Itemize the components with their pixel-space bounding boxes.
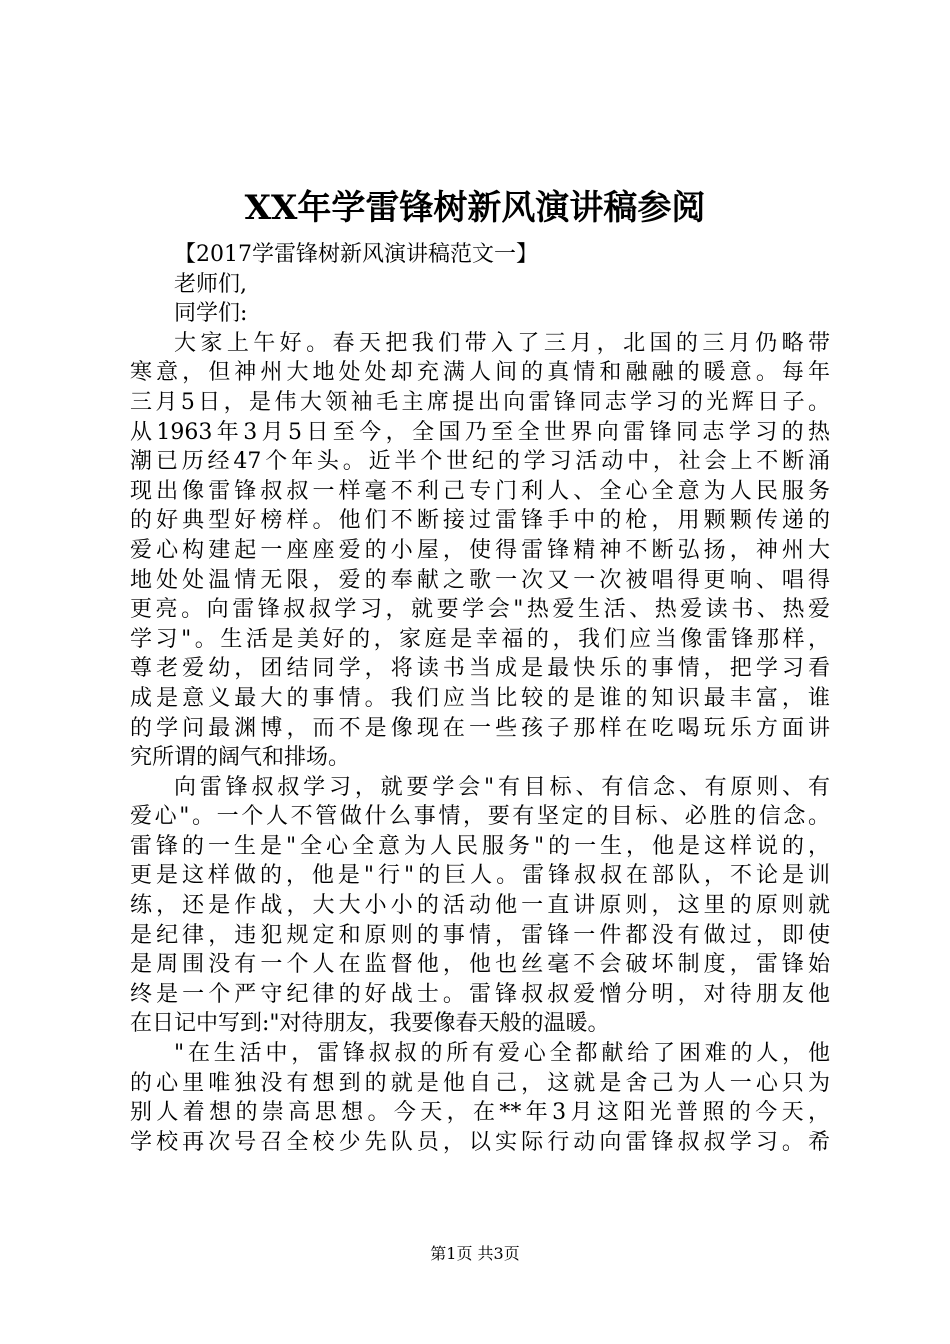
- text-line: 更亮。向雷锋叔叔学习，就要学会"热爱生活、热爱读书、热爱: [130, 597, 830, 623]
- text-line: 【2017学雷锋树新风演讲稿范文一】: [174, 242, 538, 267]
- text-line: 爱心构建起一座座爱的小屋，使得雷锋精神不断弘扬，神州大: [130, 537, 830, 563]
- text-line: 别人着想的崇高思想。今天，在**年3月这阳光普照的今天，: [130, 1100, 830, 1126]
- text-line: 的心里唯独没有想到的就是他自己，这就是舍己为人一心只为: [130, 1070, 830, 1096]
- text-line: 练，还是作战，大大小小的活动他一直讲原则，这里的原则就: [130, 893, 830, 919]
- text-line: 地处处温情无限，爱的奉献之歌一次又一次被唱得更响、唱得: [130, 567, 830, 593]
- text-line: 雷锋的一生是"全心全意为人民服务"的一生，他是这样说的，: [130, 833, 830, 859]
- text-line: 向雷锋叔叔学习，就要学会"有目标、有信念、有原则、有: [174, 774, 830, 800]
- text-line: 现出像雷锋叔叔一样毫不利己专门利人、全心全意为人民服务: [130, 478, 830, 504]
- text-line: 从1963年3月5日至今，全国乃至全世界向雷锋同志学习的热: [130, 419, 830, 445]
- text-line: 三月5日，是伟大领袖毛主席提出向雷锋同志学习的光辉日子。: [130, 389, 830, 415]
- text-line: 是周围没有一个人在监督他，他也丝毫不会破坏制度，雷锋始: [130, 952, 830, 978]
- text-line: 终是一个严守纪律的好战士。雷锋叔叔爱憎分明，对待朋友他: [130, 981, 830, 1007]
- text-line: 在日记中写到:"对待朋友，我要像春天般的温暖。: [130, 1011, 610, 1037]
- document-body: [130, 240, 830, 1157]
- text-line: 更是这样做的，他是"行"的巨人。雷锋叔叔在部队，不论是训: [130, 863, 830, 889]
- page-footer: 第1页 共3页: [430, 1244, 520, 1263]
- text-line: 究所谓的阔气和排场。: [130, 745, 351, 771]
- text-line: 成是意义最大的事情。我们应当比较的是谁的知识最丰富，谁: [130, 685, 830, 711]
- text-line: 学校再次号召全校少先队员，以实际行动向雷锋叔叔学习。希: [130, 1129, 830, 1155]
- text-line: 寒意，但神州大地处处却充满人间的真情和融融的暖意。每年: [130, 360, 830, 386]
- text-line: 学习"。生活是美好的，家庭是幸福的，我们应当像雷锋那样，: [130, 626, 830, 652]
- text-line: 潮已历经47个年头。近半个世纪的学习活动中，社会上不断涌: [130, 449, 830, 475]
- text-line: 尊老爱幼，团结同学，将读书当成是最快乐的事情，把学习看: [130, 656, 830, 682]
- text-line: 的好典型好榜样。他们不断接过雷锋手中的枪，用颗颗传递的: [130, 508, 830, 534]
- text-line: 是纪律，违犯规定和原则的事情，雷锋一件都没有做过，即使: [130, 922, 830, 948]
- text-line: 爱心"。一个人不管做什么事情，要有坚定的目标、必胜的信念。: [130, 804, 830, 830]
- text-line: "在生活中，雷锋叔叔的所有爱心全都献给了困难的人，他: [174, 1041, 830, 1067]
- text-line: 同学们:: [174, 301, 248, 327]
- text-line: 的学问最渊博，而不是像现在一些孩子那样在吃喝玩乐方面讲: [130, 715, 830, 741]
- page-title: XX年学雷锋树新风演讲稿参阅: [244, 188, 706, 228]
- text-line: 老师们,: [174, 271, 247, 297]
- text-line: 大家上午好。春天把我们带入了三月，北国的三月仍略带: [174, 330, 830, 356]
